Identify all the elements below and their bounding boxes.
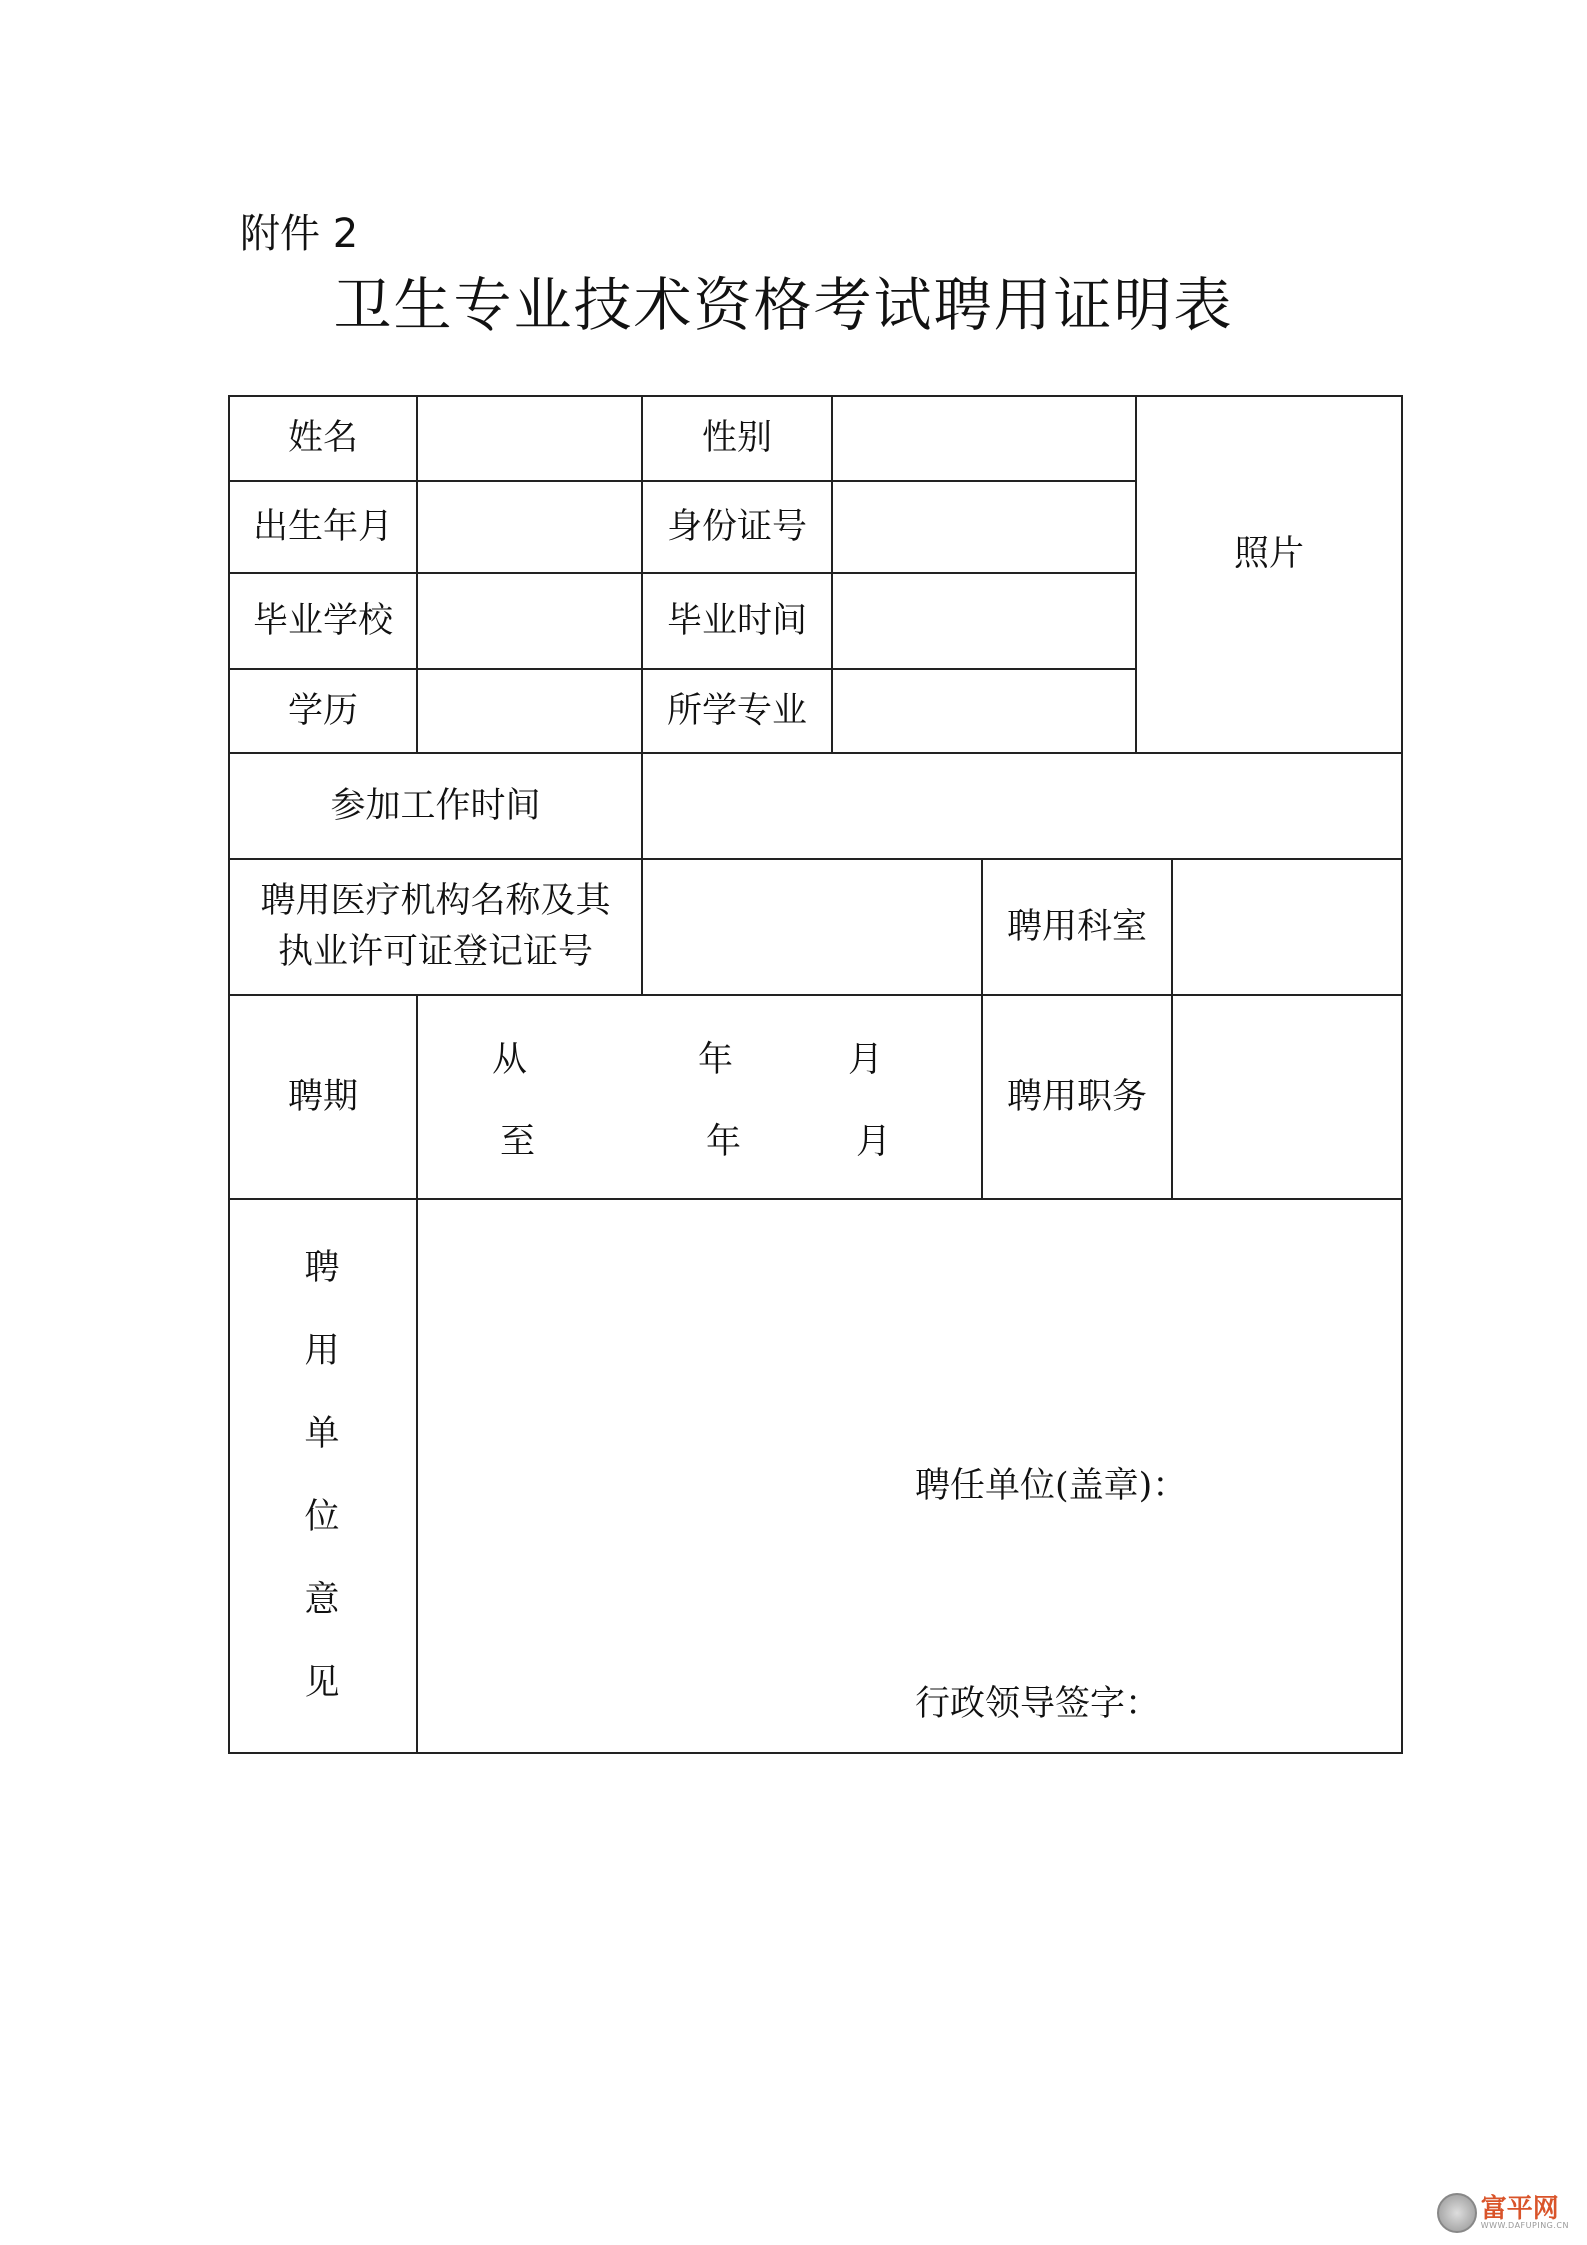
school-label: 毕业学校 bbox=[252, 600, 393, 641]
department-label: 聘用科室 bbox=[1006, 906, 1147, 947]
institution-label-line2: 执业许可证登记证号 bbox=[277, 932, 593, 972]
term-to-month: 月 bbox=[856, 1122, 892, 1162]
work-start-field[interactable] bbox=[643, 754, 1401, 858]
opinion-char-4: 位 bbox=[304, 1497, 340, 1537]
opinion-field[interactable] bbox=[418, 1200, 1401, 1752]
watermark-url: WWW.DAFUPING.CN bbox=[1480, 2221, 1569, 2230]
watermark-name: 富平网 bbox=[1480, 2194, 1559, 2224]
opinion-char-3: 单 bbox=[304, 1414, 340, 1454]
term-to: 至 bbox=[500, 1122, 536, 1162]
education-label: 学历 bbox=[287, 690, 358, 731]
site-logo-icon bbox=[1437, 2193, 1477, 2233]
gender-label: 性别 bbox=[701, 418, 772, 458]
birth-label: 出生年月 bbox=[252, 506, 393, 547]
education-field[interactable] bbox=[418, 670, 641, 752]
term-from-month: 月 bbox=[848, 1040, 884, 1080]
position-label: 聘用职务 bbox=[1006, 1076, 1147, 1117]
birth-field[interactable] bbox=[418, 482, 641, 572]
term-to-year: 年 bbox=[706, 1122, 742, 1162]
opinion-char-6: 见 bbox=[304, 1663, 340, 1703]
unit-seal-line: 聘任单位(盖章)： bbox=[915, 1466, 1188, 1506]
position-field[interactable] bbox=[1173, 996, 1401, 1198]
id-field[interactable] bbox=[833, 482, 1135, 572]
opinion-char-1: 聘 bbox=[304, 1248, 340, 1288]
gender-field[interactable] bbox=[833, 397, 1135, 480]
site-watermark bbox=[1437, 2193, 1569, 2233]
photo-box[interactable]: 照片 bbox=[1233, 534, 1304, 574]
school-field[interactable] bbox=[418, 574, 641, 668]
term-label: 聘期 bbox=[287, 1076, 358, 1117]
institution-label bbox=[230, 860, 641, 994]
attachment-label: 附件 2 bbox=[240, 211, 359, 257]
opinion-char-5: 意 bbox=[304, 1580, 340, 1620]
id-label: 身份证号 bbox=[666, 506, 807, 547]
work-start-label: 参加工作时间 bbox=[330, 785, 541, 826]
institution-label-line1: 聘用医疗机构名称及其 bbox=[260, 881, 611, 922]
grad-time-field[interactable] bbox=[833, 574, 1135, 668]
term-from-year: 年 bbox=[698, 1040, 734, 1080]
name-label: 姓名 bbox=[287, 418, 358, 458]
institution-field[interactable] bbox=[643, 860, 981, 994]
form-title: 卫生专业技术资格考试聘用证明表 bbox=[333, 271, 1234, 339]
grad-time-label: 毕业时间 bbox=[666, 600, 807, 641]
major-field[interactable] bbox=[833, 670, 1135, 752]
leader-sign-line: 行政领导签字： bbox=[915, 1684, 1161, 1724]
major-label: 所学专业 bbox=[666, 690, 807, 731]
term-field[interactable] bbox=[418, 996, 981, 1198]
department-field[interactable] bbox=[1173, 860, 1401, 994]
name-field[interactable] bbox=[418, 397, 641, 480]
term-from: 从 bbox=[492, 1040, 528, 1080]
opinion-char-2: 用 bbox=[304, 1331, 340, 1371]
